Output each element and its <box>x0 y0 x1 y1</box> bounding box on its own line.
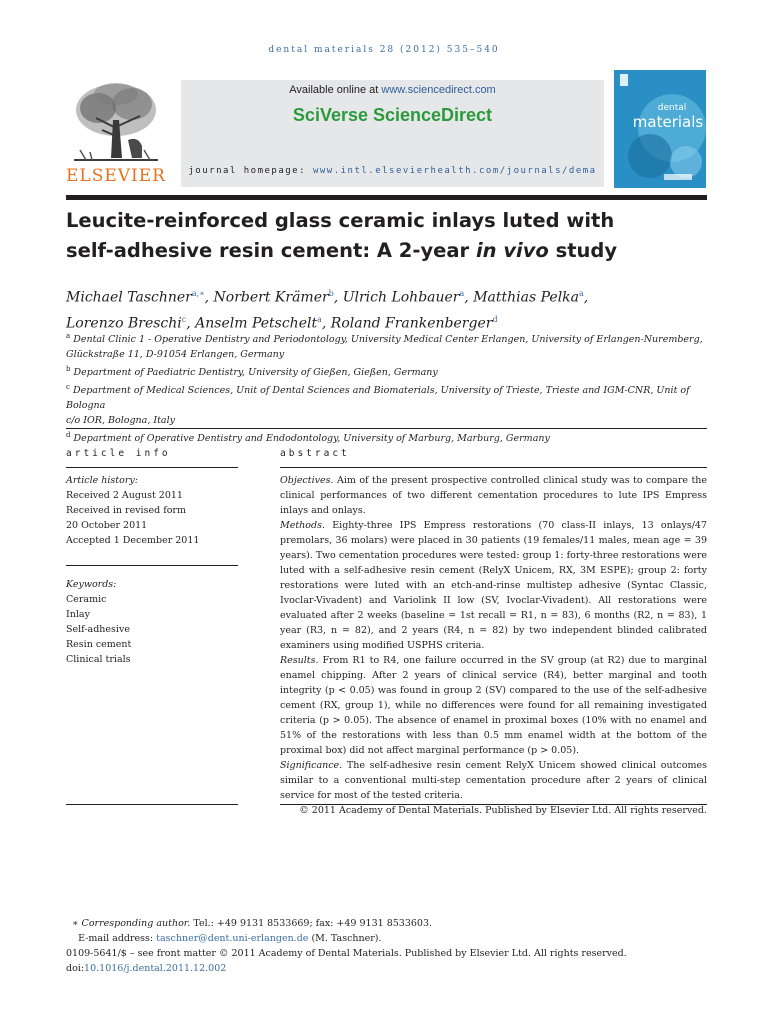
author-name[interactable]: Matthias Pelka <box>473 289 579 306</box>
email-link[interactable]: taschner@dent.uni-erlangen.de <box>156 933 309 944</box>
abstract-results <box>280 653 707 758</box>
homepage-prefix: journal homepage: <box>188 166 307 176</box>
author-name[interactable]: Norbert Krämer <box>213 289 329 306</box>
journal-homepage <box>181 166 604 176</box>
abstract-objectives <box>280 473 707 518</box>
author-name[interactable]: Lorenzo Breschi <box>66 315 182 332</box>
cover-title-large: materials <box>632 113 704 131</box>
results-label: Results. <box>280 655 319 666</box>
section-rule <box>66 428 707 429</box>
author-name[interactable]: Anselm Petschelt <box>195 315 318 332</box>
title-line-2-end: study <box>555 239 618 262</box>
footnotes <box>66 916 707 976</box>
history-item: Received in revised form <box>66 505 186 516</box>
affiliation-b <box>66 362 707 380</box>
history-item: Received 2 August 2011 <box>66 490 183 501</box>
abstract-methods <box>280 518 707 653</box>
cover-art-icon <box>614 70 706 188</box>
author-sup[interactable]: d <box>492 314 498 324</box>
masthead-panel <box>181 80 604 187</box>
author-sep: , <box>204 289 214 306</box>
author-sup[interactable]: a <box>317 314 322 324</box>
history-item: Accepted 1 December 2011 <box>66 535 200 546</box>
corresponding-author <box>66 916 707 931</box>
methods-label: Methods. <box>280 520 325 531</box>
affiliation-text-cont: c/o IOR, Bologna, Italy <box>66 415 175 427</box>
author-name[interactable]: Roland Frankenberger <box>330 315 493 332</box>
affiliation-sup: d <box>66 431 71 440</box>
affiliation-text: Dental Clinic 1 - Operative Dentistry and Periodontology, University Medical Center Erlangen, University of Erlangen-Nuremberg, <box>73 334 703 346</box>
methods-text: Eighty-three IPS Empress restorations (70 class-II inlays, 13 onlays/47 premolars, 36 molars) were placed in 30 patients (19 females/11 males, mean age = 39 years). Two cementation procedures were tested: group 1: forty-three restorations were luted with a self-adhesive resin cement (RelyX Unicem, RX, 3M ESPE); group 2: forty restorations were luted with an etch-and-rinse multistep adhesive (Syntac Classic, Ivoclar-Vivadent) and Variolink II low (SV, Ivoclar-Vivadent). All restorations were evaluated after 2 weeks (baseline = 1st recall = R1, n = 83), 6 months (R2, n = 83), 1 year (R3, n = 82), and 2 years (R4, n = 82) by two independent blinded calibrated examiners using modified USPHS criteria. <box>280 520 707 651</box>
author-sep: , <box>333 289 343 306</box>
keyword-item: Self-adhesive <box>66 624 130 635</box>
author-name[interactable]: Ulrich Lohbauer <box>342 289 460 306</box>
history-rule <box>66 565 238 566</box>
corresponding-text: Tel.: +49 9131 8533669; fax: +49 9131 8533603. <box>193 918 433 929</box>
affiliation-text-cont: Glückstraße 11, D-91054 Erlangen, Germany <box>66 349 285 361</box>
affiliation-sup: c <box>66 383 70 392</box>
affiliation-text: Department of Paediatric Dentistry, University of Gießen, Gießen, Germany <box>73 367 438 379</box>
affiliation-c <box>66 380 707 413</box>
author-sup[interactable]: a <box>579 289 584 298</box>
sciverse-logo: SciVerse ScienceDirect <box>292 105 493 125</box>
available-online <box>181 84 604 96</box>
article-history <box>66 473 238 548</box>
affiliation-a <box>66 329 707 347</box>
affiliation-sup: b <box>66 365 71 374</box>
author-name[interactable]: Michael Taschner <box>66 289 192 306</box>
journal-banner <box>66 70 706 188</box>
abstract-bottom-rule <box>280 804 707 805</box>
sciencedirect-link[interactable]: www.sciencedirect.com <box>381 84 496 96</box>
author-sup[interactable]: a,∗ <box>191 289 205 298</box>
keyword-item: Inlay <box>66 609 90 620</box>
author-sup[interactable]: b <box>328 289 334 298</box>
objectives-label: Objectives. <box>280 475 334 486</box>
header-rule <box>66 195 707 200</box>
results-text: From R1 to R4, one failure occurred in the SV group (at R2) due to marginal enamel chipping. After 2 years of clinical service (R4), better marginal and tooth integrity (p < 0.05) was found in group 2 (SV) compared to the use of the self-adhesive cement (RX, group 1), while no differences were found for all remaining investigated criteria (p > 0.05). The absence of enamel in proximal boxes (10% with no enamel and 51% of the restorations with less than 0.5 mm enamel width at the bottom of the proximal box) did not affect marginal performance (p > 0.05). <box>280 655 707 756</box>
objectives-text: Aim of the present prospective controlled clinical study was to compare the clinical performances of two different cementation procedures to lute IPS Empress inlays and onlays. <box>280 475 707 516</box>
available-prefix: Available online at <box>289 84 379 96</box>
author-sep: , <box>464 289 474 306</box>
history-label: Article history: <box>66 475 138 486</box>
running-head: dental materials 28 (2012) 535–540 <box>268 45 500 55</box>
title-line-2 <box>66 236 707 266</box>
journal-cover <box>614 70 706 188</box>
corresponding-label: Corresponding author. <box>81 918 191 929</box>
author-sep: , <box>321 315 331 332</box>
homepage-link[interactable]: www.intl.elsevierhealth.com/journals/dema <box>312 166 597 176</box>
history-item: 20 October 2011 <box>66 520 148 531</box>
author-list <box>66 283 707 334</box>
affiliation-text: Department of Medical Sciences, Unit of Dental Sciences and Biomaterials, University of Trieste, Trieste and IGM-CNR, Unit of Bologna <box>66 385 690 412</box>
footnote-mark: ∗ <box>72 918 79 929</box>
issn-line: 0109-5641/$ – see front matter © 2011 Academy of Dental Materials. Published by Elsevier Ltd. All rights reserved. <box>66 948 627 959</box>
abstract-copyright: © 2011 Academy of Dental Materials. Published by Elsevier Ltd. All rights reserved. <box>299 805 707 816</box>
doi-prefix: doi: <box>66 963 85 974</box>
author-sup[interactable]: c <box>181 314 187 324</box>
author-line-1 <box>66 283 707 309</box>
article-title <box>66 206 707 266</box>
abstract-rule <box>280 467 707 468</box>
significance-text: The self-adhesive resin cement RelyX Unicem showed clinical outcomes similar to a conventional multi-step cementation procedure after 2 years of clinical service for most of the tested criteria. <box>280 760 707 801</box>
affiliation-d <box>66 428 707 446</box>
abstract-heading: abstract <box>280 448 350 459</box>
keyword-item: Ceramic <box>66 594 107 605</box>
doi-link[interactable]: 10.1016/j.dental.2011.12.002 <box>84 963 227 974</box>
email-suffix: (M. Taschner). <box>311 933 382 944</box>
keywords <box>66 577 238 667</box>
significance-label: Significance. <box>280 760 343 771</box>
article-info-rule <box>66 467 238 468</box>
title-line-2-italic: in vivo <box>475 239 549 262</box>
info-bottom-rule <box>66 804 238 805</box>
keyword-item: Resin cement <box>66 639 132 650</box>
abstract-body <box>280 473 707 818</box>
tree-icon <box>66 80 166 166</box>
title-line-1: Leucite-reinforced glass ceramic inlays luted with <box>66 209 615 232</box>
article-info-heading: article info <box>66 448 171 459</box>
abstract-significance <box>280 758 707 803</box>
author-sep: , <box>186 315 196 332</box>
author-sup[interactable]: a <box>459 289 465 298</box>
doi-line <box>66 961 707 976</box>
title-line-2-plain: self-adhesive resin cement: A 2-year <box>66 239 470 262</box>
elsevier-wordmark: ELSEVIER <box>66 166 166 186</box>
cover-title-small: dental <box>657 103 687 113</box>
affiliation-sup: a <box>66 332 71 340</box>
author-sep: , <box>583 289 589 306</box>
keyword-item: Clinical trials <box>66 654 131 665</box>
email-line <box>66 931 707 946</box>
email-label: E-mail address: <box>78 933 154 944</box>
affiliation-text: Department of Operative Dentistry and Endodontology, University of Marburg, Marburg, Germany <box>73 433 550 445</box>
keywords-label: Keywords: <box>66 579 117 590</box>
